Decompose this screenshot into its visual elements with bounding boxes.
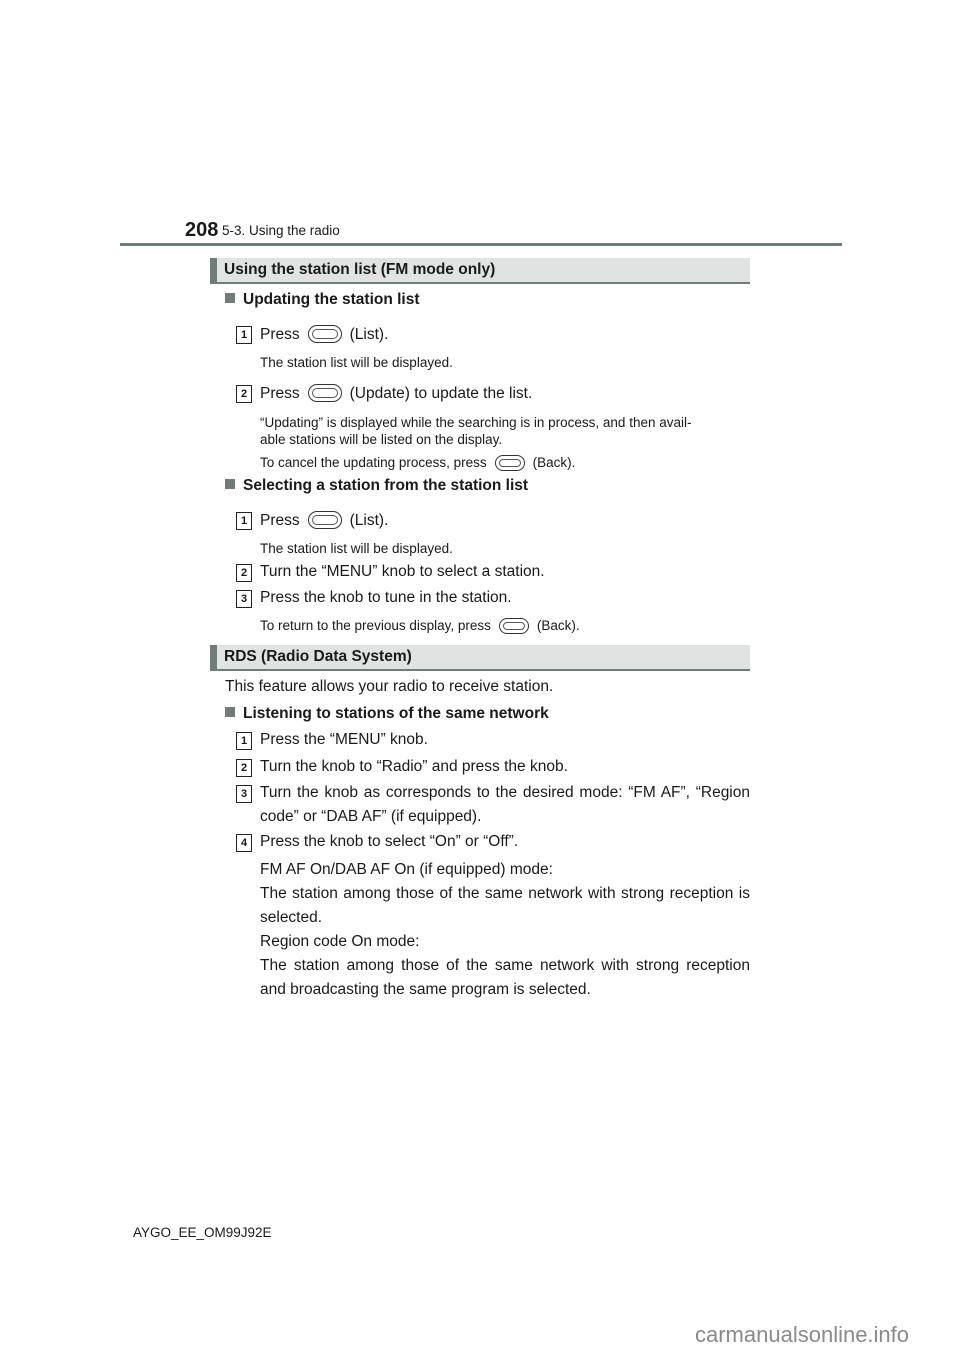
step-text: Press [260, 385, 300, 402]
note-text: To return to the previous display, press [260, 618, 491, 633]
step-number: 4 [236, 834, 252, 852]
note: The station list will be displayed. [260, 541, 453, 556]
step-text: Turn the “MENU” knob to select a station. [260, 563, 545, 580]
step-number: 3 [236, 785, 252, 803]
section-title: Using the station list (FM mode only) [224, 261, 496, 278]
mode-description: The station among those of the same network with strong reception and broadcasting the same program is selected. [260, 957, 750, 998]
chapter-title: 5-3. Using the radio [222, 223, 340, 238]
step-number: 2 [236, 759, 252, 777]
intro-text: This feature allows your radio to receive station. [225, 678, 554, 695]
note: “Updating” is displayed while the searching is in process, and then avail- [260, 415, 692, 430]
top-rule [120, 243, 842, 246]
mode-title: FM AF On/DAB AF On (if equipped) mode: [260, 861, 553, 878]
step-text: Press the knob to tune in the station. [260, 589, 512, 606]
document-code: AYGO_EE_OM99J92E [133, 1225, 272, 1240]
note: The station list will be displayed. [260, 355, 453, 370]
subheading-text: Listening to stations of the same network [243, 705, 549, 722]
square-bullet-icon [225, 479, 235, 489]
step-number: 2 [236, 385, 252, 403]
note-text: (Back). [536, 618, 580, 633]
watermark: carmanualsonline.info [695, 1322, 910, 1347]
update-button-icon [308, 384, 342, 402]
step-text: Press the “MENU” knob. [260, 731, 428, 748]
step-text: (List). [349, 326, 389, 343]
page-number: 208 [185, 219, 219, 241]
list-button-icon [308, 325, 342, 343]
section-bar [210, 645, 217, 671]
step-text: (Update) to update the list. [349, 385, 533, 402]
subheading-text: Selecting a station from the station list [243, 477, 529, 494]
note-return [260, 617, 580, 634]
note-cancel [260, 454, 575, 471]
step-number: 1 [236, 326, 252, 344]
step-text: Press [260, 326, 300, 343]
square-bullet-icon [225, 707, 235, 717]
note-text: To cancel the updating process, press [260, 455, 487, 470]
subheading-text: Updating the station list [243, 291, 420, 308]
list-button-icon [308, 511, 342, 529]
note-text: (Back). [532, 455, 576, 470]
section-header-station-list [210, 258, 750, 284]
subheading-updating [225, 291, 420, 309]
back-button-icon [495, 455, 525, 471]
step-text: Press [260, 512, 300, 529]
step-number: 1 [236, 512, 252, 530]
step-text: Turn the knob as corresponds to the desired mode: “FM AF”, “Region code” or “DAB AF” (if equipped). [260, 784, 750, 825]
subheading-listening [225, 705, 549, 723]
mode-title: Region code On mode: [260, 933, 420, 950]
step-text: (List). [349, 512, 389, 529]
subheading-selecting [225, 477, 528, 495]
section-bar [210, 258, 217, 284]
square-bullet-icon [225, 293, 235, 303]
back-button-icon [499, 618, 529, 634]
section-title: RDS (Radio Data System) [224, 648, 412, 665]
note: able stations will be listed on the display. [260, 432, 503, 447]
section-header-rds [210, 645, 750, 671]
step-text: Turn the knob to “Radio” and press the knob. [260, 758, 568, 775]
step-number: 3 [236, 590, 252, 608]
step-number: 1 [236, 732, 252, 750]
mode-description: The station among those of the same network with strong reception is selected. [260, 885, 750, 926]
step-text: Press the knob to select “On” or “Off”. [260, 833, 519, 850]
step-number: 2 [236, 564, 252, 582]
